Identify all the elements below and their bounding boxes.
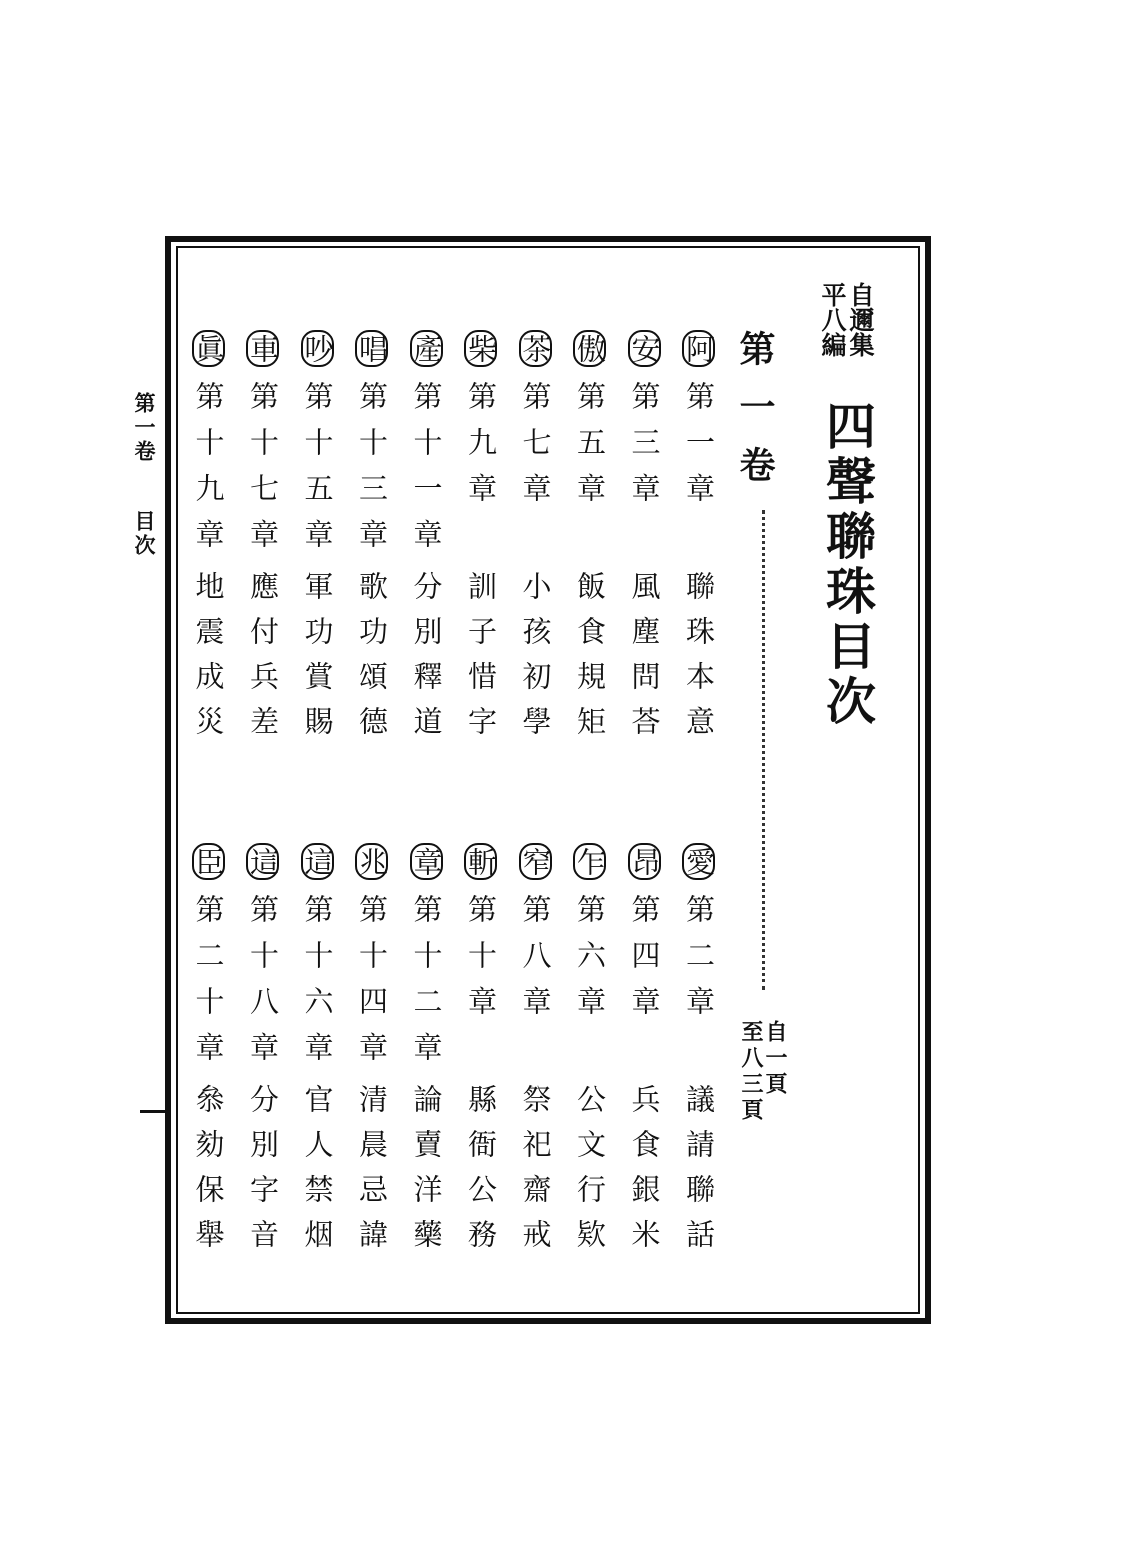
entry-title: 風塵問荅 bbox=[627, 571, 662, 751]
entry-title: 議請聯話 bbox=[682, 1084, 716, 1264]
entry-key-char: 窄 bbox=[519, 843, 552, 880]
upper-entry bbox=[410, 330, 443, 751]
lower-entry bbox=[573, 843, 606, 1264]
page-title: 四聲聯珠目次 bbox=[818, 400, 877, 730]
entry-key-char: 車 bbox=[246, 330, 279, 367]
upper-entry bbox=[355, 330, 388, 751]
entry-key-char: 安 bbox=[628, 330, 661, 367]
entry-key-char: 斬 bbox=[464, 843, 497, 880]
entry-chapter: 第十一章 bbox=[409, 381, 444, 565]
entry-title: 公文行欵 bbox=[573, 1084, 607, 1264]
lower-entry bbox=[628, 843, 661, 1264]
entry-chapter: 第五章 bbox=[573, 381, 607, 519]
entry-key-char: 臣 bbox=[192, 843, 225, 880]
entry-title: 軍功賞賜 bbox=[300, 571, 335, 751]
upper-entry bbox=[192, 330, 225, 751]
entry-title: 縣衙公務 bbox=[464, 1084, 498, 1264]
page-range-start: 自一頁 bbox=[762, 1020, 788, 1098]
entry-title: 官人禁烟 bbox=[300, 1084, 335, 1264]
entry-key-char: 眞 bbox=[192, 330, 225, 367]
upper-entry bbox=[573, 330, 606, 751]
entry-chapter: 第七章 bbox=[518, 381, 553, 519]
entry-title: 地震成災 bbox=[191, 571, 226, 751]
entry-key-char: 阿 bbox=[682, 330, 715, 367]
folio-number bbox=[140, 1110, 170, 1113]
entry-chapter: 第二十章 bbox=[191, 894, 226, 1078]
entry-title: 應付兵差 bbox=[246, 571, 280, 751]
entry-key-char: 吵 bbox=[301, 330, 334, 367]
entry-chapter: 第十六章 bbox=[300, 894, 335, 1078]
lower-entry bbox=[410, 843, 443, 1264]
entry-chapter: 第一章 bbox=[682, 381, 716, 519]
entry-title: 飯食規矩 bbox=[573, 571, 607, 751]
entry-key-char: 這 bbox=[301, 843, 334, 880]
lower-entry bbox=[355, 843, 388, 1264]
entry-key-char: 乍 bbox=[573, 843, 606, 880]
entry-chapter: 第十二章 bbox=[409, 894, 444, 1078]
lower-entry bbox=[464, 843, 497, 1264]
lower-entry bbox=[682, 843, 715, 1264]
entry-chapter: 第三章 bbox=[627, 381, 662, 519]
page-range-end: 至八三頁 bbox=[738, 1020, 764, 1124]
entry-chapter: 第十三章 bbox=[355, 381, 389, 565]
entry-title: 分別字音 bbox=[246, 1084, 280, 1264]
upper-entry bbox=[519, 330, 552, 751]
side-label-volume: 第一卷 bbox=[132, 392, 157, 464]
lower-entry bbox=[192, 843, 225, 1264]
entry-chapter: 第十七章 bbox=[246, 381, 280, 565]
entry-chapter: 第二章 bbox=[682, 894, 716, 1032]
entry-key-char: 章 bbox=[410, 843, 443, 880]
upper-entry bbox=[682, 330, 715, 751]
entry-title: 叅劾保舉 bbox=[191, 1084, 226, 1264]
entry-key-char: 傲 bbox=[573, 330, 606, 367]
entry-chapter: 第十九章 bbox=[191, 381, 226, 565]
entry-chapter: 第十五章 bbox=[300, 381, 335, 565]
volume-label: 第一卷 bbox=[734, 330, 776, 504]
entry-chapter: 第十四章 bbox=[355, 894, 389, 1078]
entry-key-char: 愛 bbox=[682, 843, 715, 880]
entry-chapter: 第十章 bbox=[464, 894, 498, 1032]
lower-entry bbox=[246, 843, 279, 1264]
entry-key-char: 產 bbox=[410, 330, 443, 367]
upper-entry bbox=[301, 330, 334, 751]
entry-key-char: 兆 bbox=[355, 843, 388, 880]
compiler-line-2: 平八編 bbox=[818, 282, 847, 357]
entry-title: 分別釋道 bbox=[409, 571, 444, 751]
entry-key-char: 昂 bbox=[628, 843, 661, 880]
upper-entry bbox=[628, 330, 661, 751]
entry-key-char: 這 bbox=[246, 843, 279, 880]
entry-title: 清晨忌諱 bbox=[355, 1084, 389, 1264]
entry-title: 訓子惜字 bbox=[464, 571, 498, 751]
entry-chapter: 第四章 bbox=[627, 894, 662, 1032]
entry-chapter: 第八章 bbox=[518, 894, 553, 1032]
upper-entry bbox=[246, 330, 279, 751]
entry-key-char: 茶 bbox=[519, 330, 552, 367]
lower-entry bbox=[519, 843, 552, 1264]
entry-chapter: 第六章 bbox=[573, 894, 607, 1032]
entry-title: 歌功頌德 bbox=[355, 571, 389, 751]
entry-title: 祭祀齋戒 bbox=[518, 1084, 553, 1264]
upper-entry bbox=[464, 330, 497, 751]
entry-key-char: 柴 bbox=[464, 330, 497, 367]
dot-leader bbox=[762, 510, 765, 990]
entry-key-char: 唱 bbox=[355, 330, 388, 367]
entry-title: 小孩初學 bbox=[518, 571, 553, 751]
entry-title: 聯珠本意 bbox=[682, 571, 716, 751]
side-label-contents: 目次 bbox=[132, 510, 157, 558]
entry-title: 兵食銀米 bbox=[627, 1084, 662, 1264]
compiler-line-1: 自邇集 bbox=[846, 282, 875, 357]
entry-chapter: 第九章 bbox=[464, 381, 498, 519]
lower-entry bbox=[301, 843, 334, 1264]
entry-chapter: 第十八章 bbox=[246, 894, 280, 1078]
entry-title: 論賣洋藥 bbox=[409, 1084, 444, 1264]
